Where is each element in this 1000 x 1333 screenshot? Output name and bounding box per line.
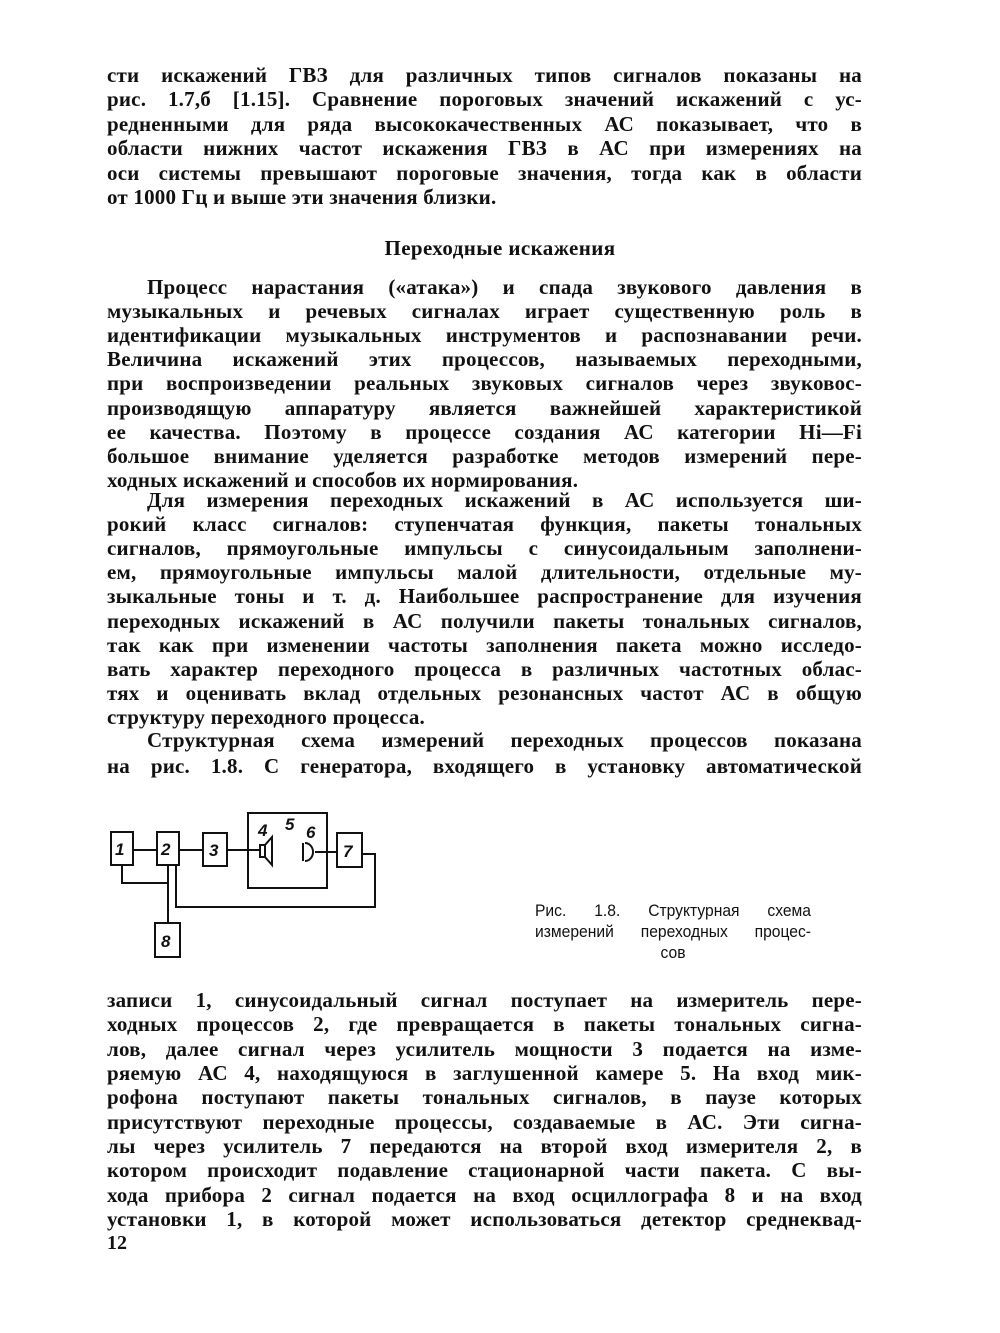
caption-line: сов [660, 943, 686, 962]
text-line: записи 1, синусоидальный сигнал поступает на измеритель пере- [107, 988, 862, 1012]
microphone-icon [303, 843, 313, 861]
text-line: лов, далее сигнал через усилитель мощности 3 подается на изме- [107, 1036, 862, 1061]
text-line: ряемую АС 4, находящуюся в заглушенной камере 5. На вход мик- [107, 1061, 862, 1086]
block-label: 7 [343, 842, 353, 861]
text-line: установки 1, в которой может использоваться детектор среднеквад- [107, 1207, 862, 1232]
speaker-icon [260, 837, 272, 865]
text-line: рокий класс сигналов: ступенчатая функция, пакеты тональных [107, 512, 862, 537]
text-line: оси системы превышают пороговые значения, тогда как в области [107, 160, 862, 185]
text-line: производящую аппаратуру является важнейшей характеристикой [107, 395, 862, 420]
text-line: музыкальных и речевых сигналах играет существенную роль в [107, 299, 862, 324]
figure-caption [535, 900, 811, 963]
caption-line: Рис. 1.8. Структурная схема [535, 901, 811, 920]
text-line: Величина искажений этих процессов, называемых переходными, [107, 347, 862, 372]
text-line: сти искажений ГВЗ для различных типов сигналов показаны на [107, 63, 862, 87]
block-label: 1 [115, 840, 125, 859]
block-label: 4 [258, 821, 268, 840]
text-line: от 1000 Гц и выше эти значения близки. [107, 185, 497, 209]
text-line: ходных искажений и способов их нормирования. [107, 467, 579, 492]
text-line: рофона поступают пакеты тональных сигналов, в паузе которых [107, 1085, 862, 1110]
page-number: 12 [107, 1232, 127, 1254]
text-line: структуру переходного процесса. [107, 704, 425, 729]
text-line: при воспроизведении реальных звуковых сигналов через звуковос- [107, 371, 862, 396]
text-line: лы через усилитель 7 передаются на второй вход измерителя 2, в [107, 1134, 862, 1159]
text-line: тях и оценивать вклад отдельных резонансных частот АС в общую [107, 680, 862, 705]
text-line: зыкальные тоны и т. д. Наибольшее распространение для изучения [107, 584, 862, 609]
block-label: 5 [285, 815, 295, 834]
text-line: Структурная схема измерений переходных процессов показана [147, 728, 862, 752]
text-line: большое внимание уделяется разработке методов измерений пере- [107, 443, 862, 468]
block-label: 2 [161, 840, 171, 859]
text-line: так как при изменении частоты заполнения пакета можно исследо- [107, 632, 862, 657]
text-line: Для измерения переходных искажений в АС используется ши- [147, 488, 862, 512]
text-line: ее качества. Поэтому в процессе создания АС категории Hi—Fi [107, 419, 862, 444]
block-label: 8 [161, 932, 171, 951]
text-line: идентификации музыкальных инструментов и распознавании речи. [107, 323, 862, 348]
text-line: ходных процессов 2, где превращается в пакеты тональных сигна- [107, 1012, 862, 1037]
text-line: котором происходит подавление стационарной части пакета. С вы- [107, 1158, 862, 1183]
text-line: на рис. 1.8. С генератора, входящего в установку автоматической [107, 753, 862, 778]
text-line: вать характер переходного процесса в различных частотных облас- [107, 656, 862, 681]
text-line: присутствуют переходные процессы, создаваемые в АС. Эти сигна- [107, 1109, 862, 1134]
block-label: 6 [306, 823, 316, 842]
text-line: области нижних частот искажения ГВЗ в АС при измерениях на [107, 136, 862, 161]
text-line: ем, прямоугольные импульсы малой длительности, отдельные му- [107, 560, 862, 585]
text-line: переходных искажений в АС получили пакеты тональных сигналов, [107, 608, 862, 633]
text-line: редненными для ряда высококачественных АС показывает, что в [107, 111, 862, 136]
text-line: Процесс нарастания («атака») и спада звукового давления в [147, 275, 862, 299]
text-line: сигналов, прямоугольные импульсы с синусоидальным заполнени- [107, 536, 862, 561]
text-line: рис. 1.7,б [1.15]. Сравнение пороговых значений искажений с ус- [107, 87, 862, 112]
block-label: 3 [209, 841, 219, 860]
caption-line: измерений переходных процес- [535, 922, 811, 941]
text-line: хода прибора 2 сигнал подается на вход осциллографа 8 и на вход [107, 1182, 862, 1207]
section-heading: Переходные искажения [384, 236, 616, 260]
